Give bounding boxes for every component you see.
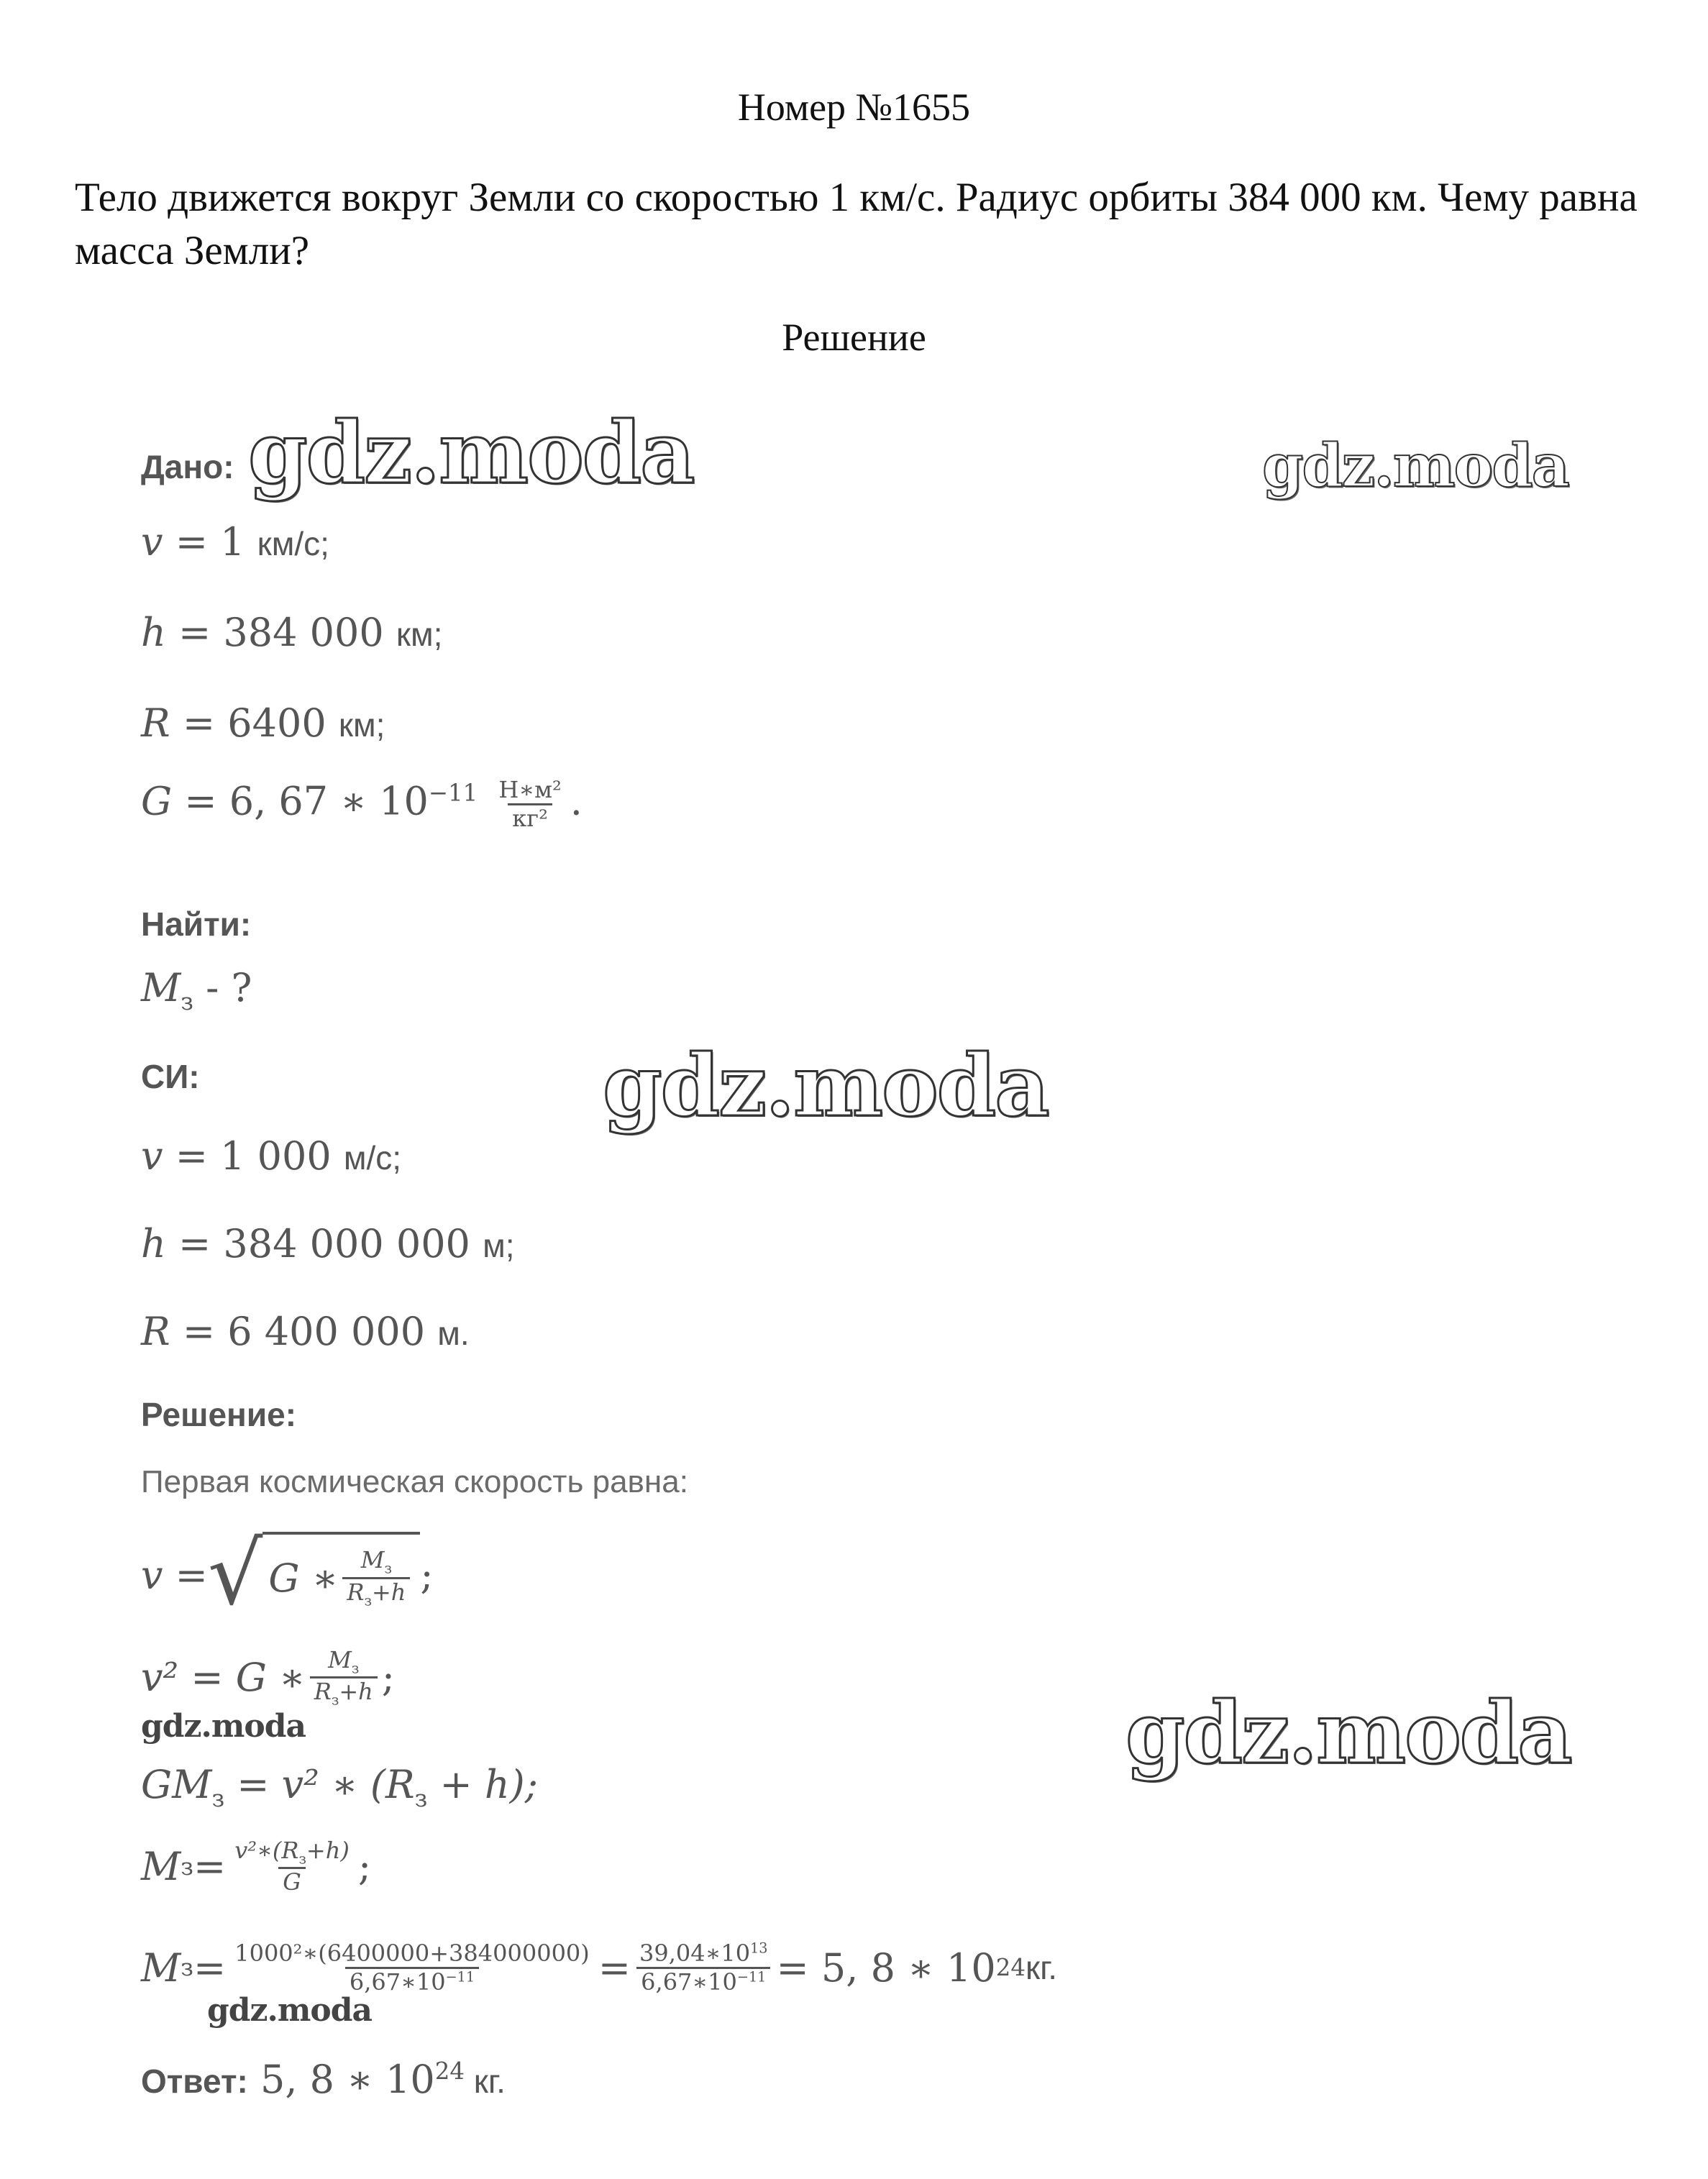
formula-line-3: $GM_з = v^2$ ∗ $(R_з + h)$; — [141, 1762, 538, 1812]
formula-line-2: v² = G ∗ $\frac{M_з}{R_з+h}$ ; — [141, 1646, 395, 1709]
si-label: СИ: — [141, 1058, 200, 1095]
find-label: Найти: — [141, 905, 252, 943]
given-G: G = 6, 67 ∗ $10^{-11}$ $\frac{\text{Н∗м²}}{\text{кг²}}$ . — [141, 776, 583, 832]
formula-line-4: M з = $\frac{v^2∗(R_з+h)}{G}$ ; — [141, 1837, 372, 1896]
problem-text: Тело движется вокруг Земли со скоростью 1 км/с. Радиус орбиты 384 000 км. Чему равна масса Земли? — [75, 175, 1638, 273]
si-v: v = 1 000 м/с; — [141, 1133, 402, 1179]
watermark-1: gdz.moda — [248, 403, 694, 503]
given-label: Дано: — [141, 448, 234, 485]
watermark-3: gdz.moda — [603, 1036, 1049, 1136]
watermark-6: gdz.moda — [207, 1992, 373, 2029]
given-h: h = 384 000 км; — [141, 610, 443, 655]
formula-line-1: v = √ G ∗ $\frac{M_з}{R_з+h}$ ; — [141, 1525, 434, 1625]
find-mass: $M_з$ - ? — [141, 965, 252, 1015]
solution-label: Решение: — [141, 1396, 297, 1433]
watermark-4: gdz.moda — [1125, 1683, 1571, 1783]
watermark-2: gdz.moda — [1262, 431, 1568, 501]
si-R: R = 6 400 000 м. — [141, 1309, 470, 1354]
solution-intro: Первая космическая скорость равна: — [141, 1464, 688, 1499]
answer-line: Ответ: 5, 8 ∗ $10^{24}$ кг. — [141, 2057, 506, 2102]
sqrt-symbol: √ G ∗ $\frac{M_з}{R_з+h}$ — [208, 1532, 420, 1618]
page-title: Номер №1655 — [737, 86, 971, 129]
si-h: h = 384 000 000 м; — [141, 1221, 515, 1266]
given-v: v = 1 км/с; — [141, 519, 329, 565]
formula-line-5: M з = $\frac{\text{1000²∗(6400000+384000000)}}{6,67∗10^{-11}}$ = $\frac{39,04∗10^{13}}{6,67∗10^{-11}}$ = 5, 8 ∗ 10 24 кг. — [141, 1940, 1058, 1996]
solution-heading: Решение — [782, 316, 926, 359]
watermark-5: gdz.moda — [141, 1708, 306, 1745]
given-R: R = 6400 км; — [141, 700, 385, 746]
